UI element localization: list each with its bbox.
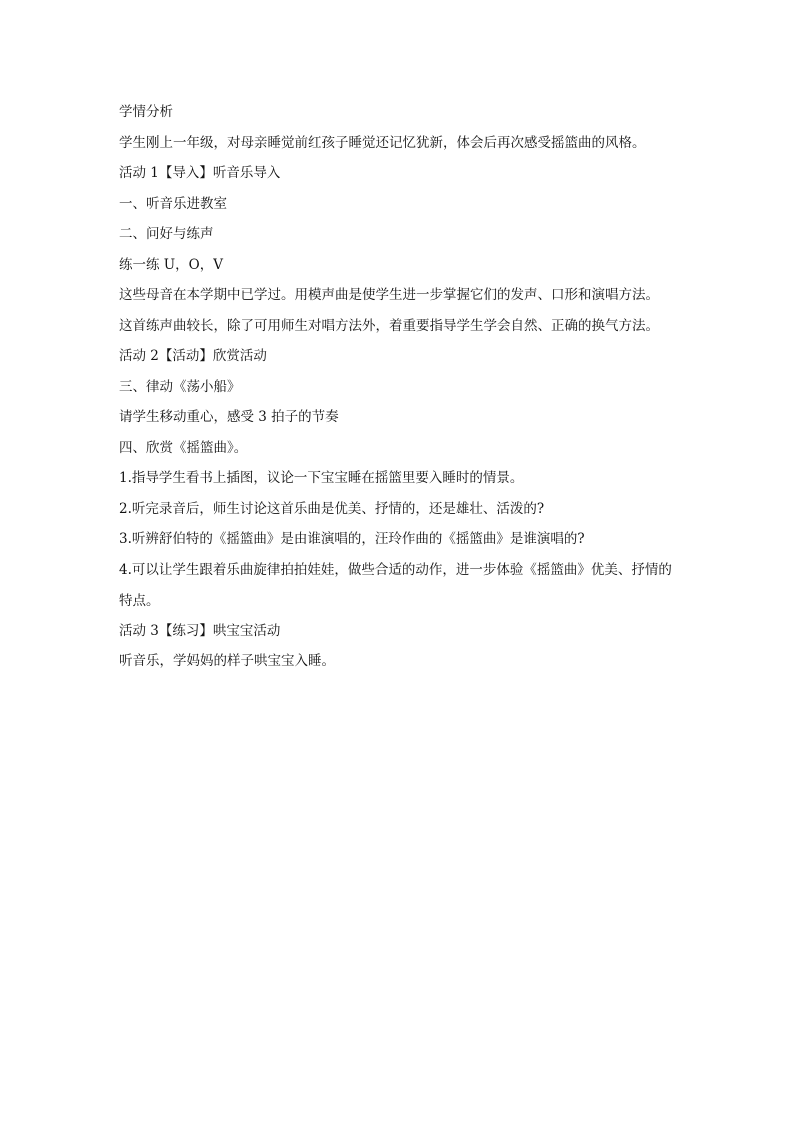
paragraph-triple-meter: 请学生移动重心，感受 3 拍子的节奏: [119, 409, 339, 425]
step-rhythm-boat: 三、律动《荡小船》: [119, 378, 241, 395]
paragraph-soothe-baby: 听音乐，学妈妈的样子哄宝宝入睡。: [119, 653, 335, 669]
document-body: [119, 100, 679, 680]
activity-1-heading: 活动 1【导入】听音乐导入: [119, 165, 281, 181]
list-item-3: 3.听辨舒伯特的《摇篮曲》是由谁演唱的，汪玲作曲的《摇篮曲》是谁演唱的?: [119, 531, 585, 547]
activity-3-heading: 活动 3【练习】哄宝宝活动: [119, 622, 281, 639]
paragraph-breathing-method: 这首练声曲较长，除了可用师生对唱方法外，着重要指导学生学会自然、正确的换气方法。: [119, 317, 659, 334]
step-enter-classroom: 一、听音乐进教室: [119, 195, 227, 212]
list-item-1: 1.指导学生看书上插图，议论一下宝宝睡在摇篮里要入睡时的情景。: [119, 470, 524, 486]
practice-vowels: 练一练 U，O，V: [119, 256, 223, 273]
step-appreciate-lullaby: 四、欣赏《摇篮曲》。: [119, 439, 248, 456]
list-item-4: 4.可以让学生跟着乐曲旋律拍拍娃娃，做些合适的动作，进一步体验《摇篮曲》优美、抒情的特点。: [119, 562, 672, 609]
step-greeting-vocalizing: 二、问好与练声: [119, 226, 214, 242]
activity-2-heading: 活动 2【活动】欣赏活动: [119, 348, 267, 364]
paragraph-student-background: 学生刚上一年级，对母亲睡觉前红孩子睡觉还记忆犹新，体会后再次感受摇篮曲的风格。: [119, 134, 646, 151]
list-item-2: 2.听完录音后，师生讨论这首乐曲是优美、抒情的，还是雄壮、活泼的?: [119, 500, 545, 517]
paragraph-vowels-learned: 这些母音在本学期中已学过。用模声曲是使学生进一步掌握它们的发声、口形和演唱方法。: [119, 287, 659, 303]
section-heading-learning-analysis: 学情分析: [119, 104, 173, 120]
